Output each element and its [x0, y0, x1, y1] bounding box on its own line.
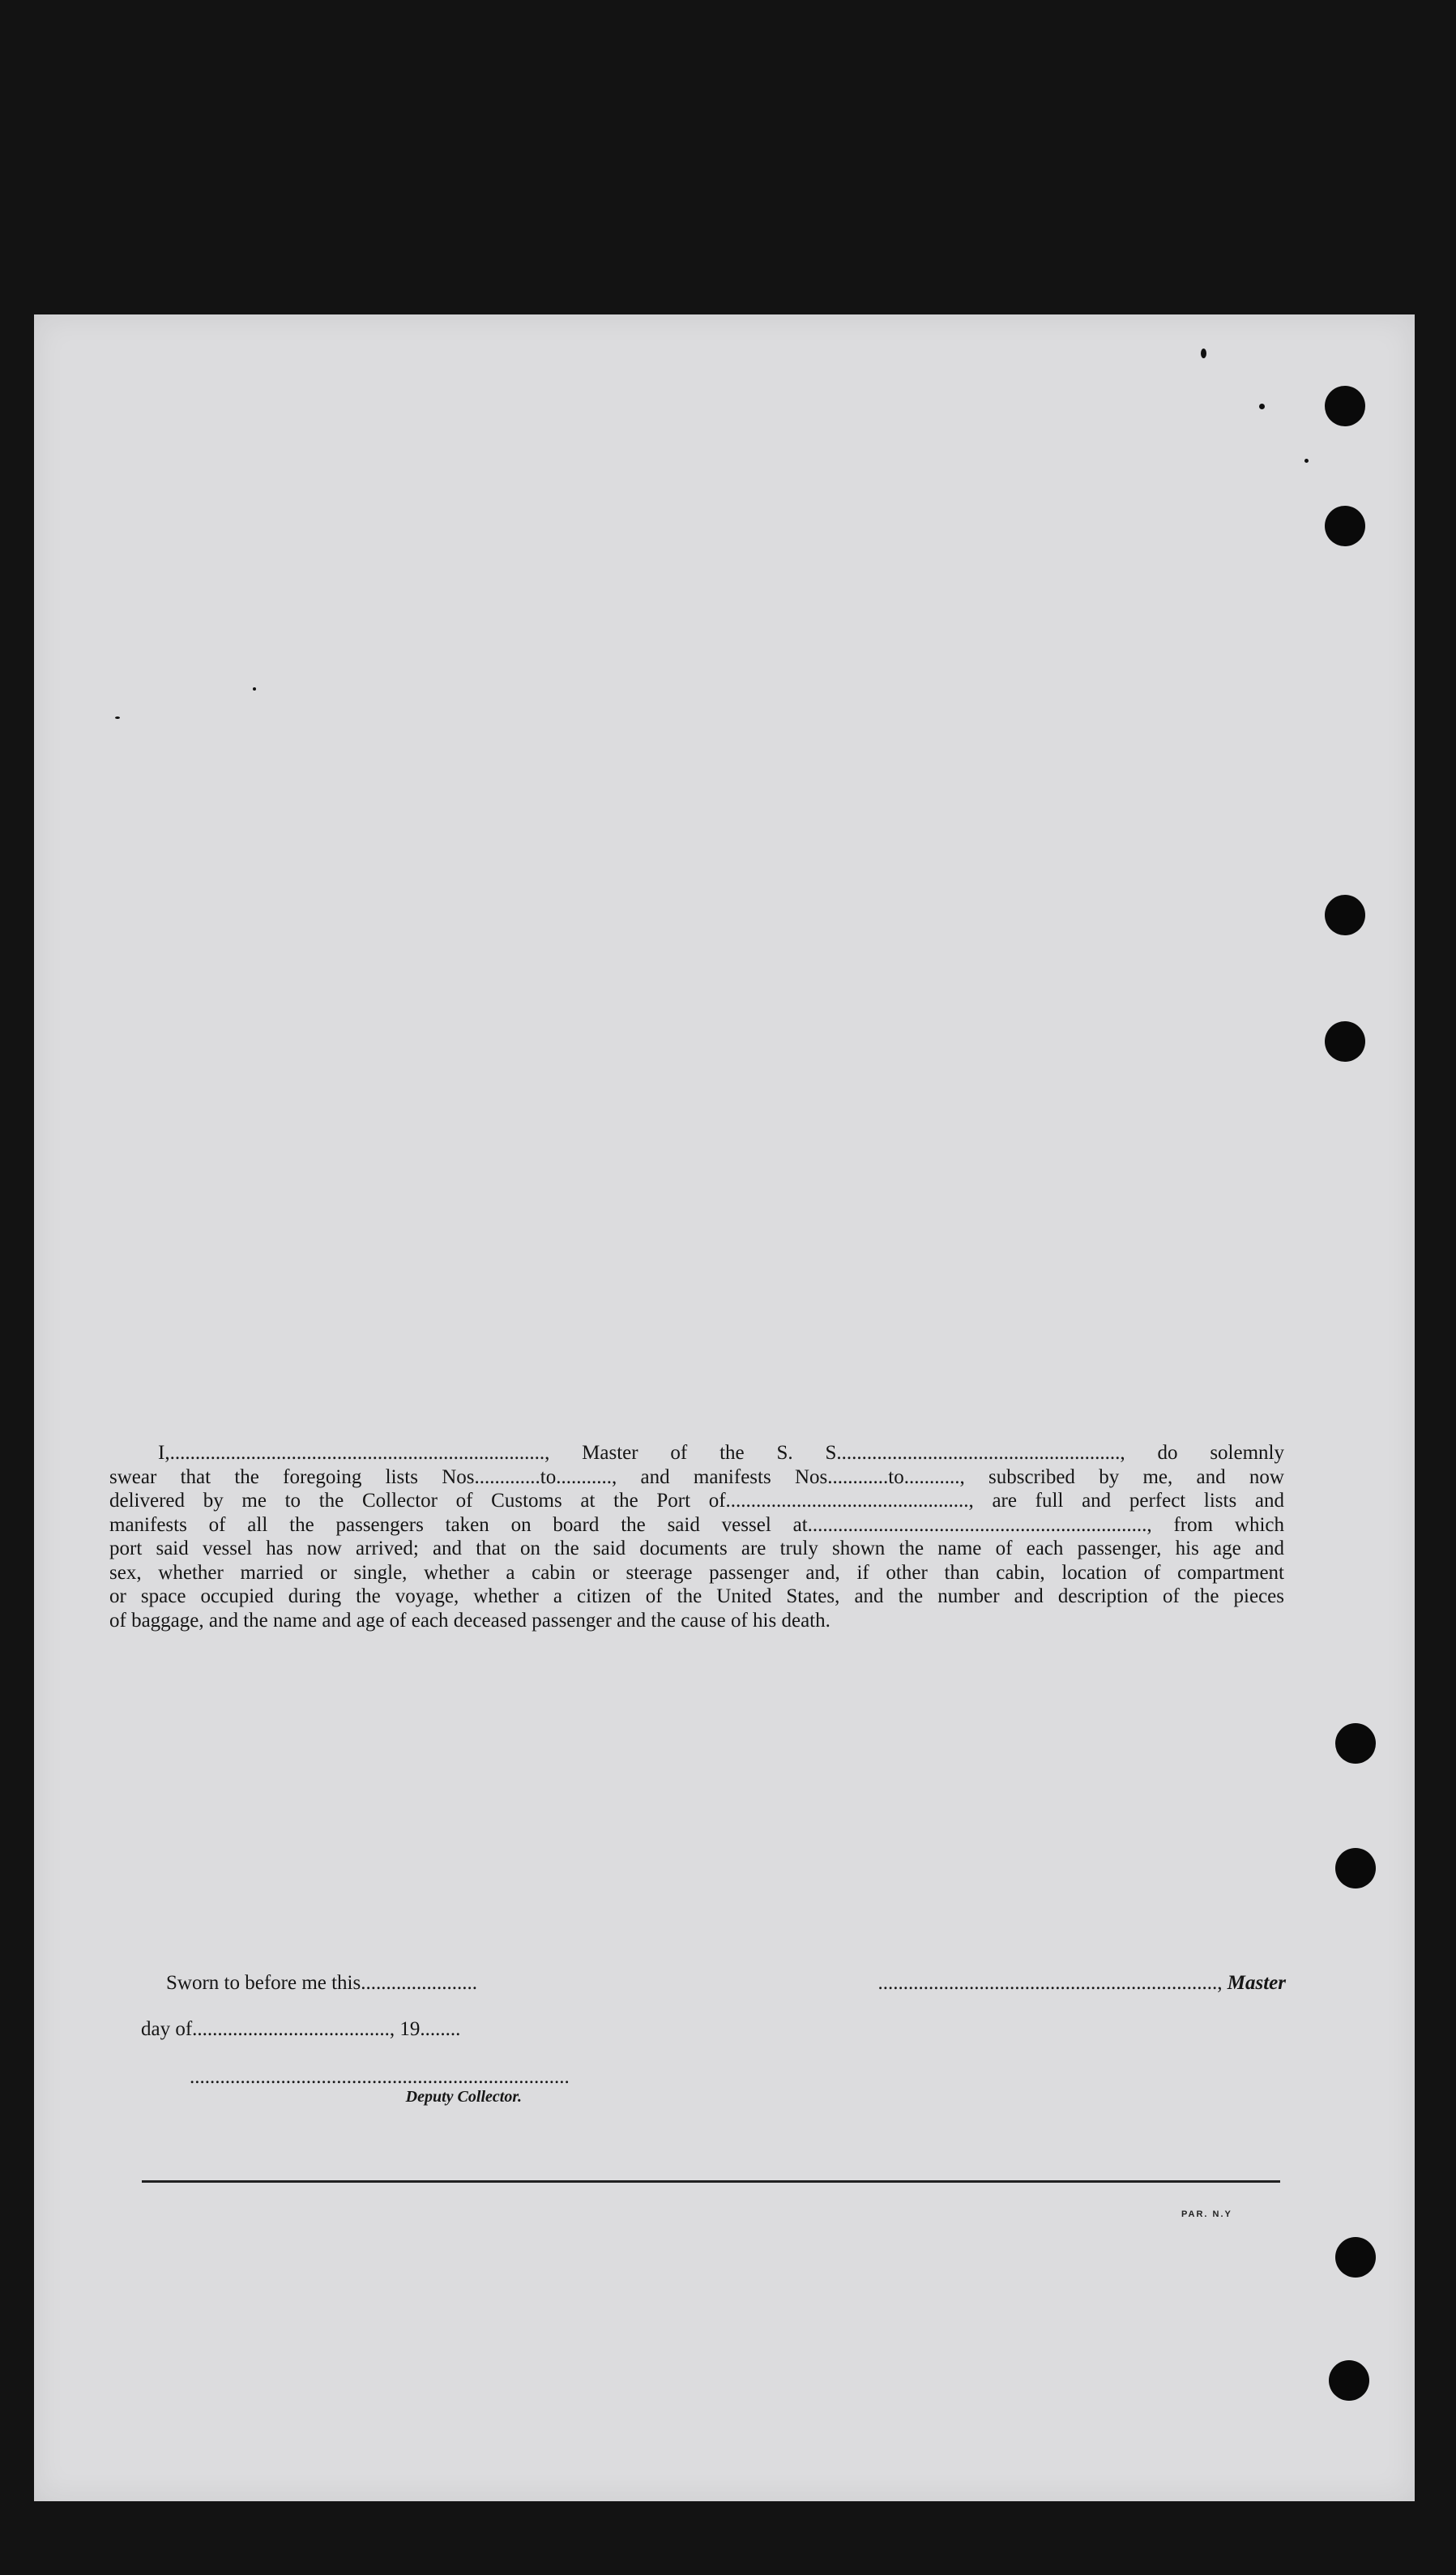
manifest-page	[34, 314, 1415, 2501]
binder-hole	[1325, 386, 1365, 426]
deputy-collector-label: Deputy Collector.	[405, 2088, 522, 2106]
deputy-signature-dots: ...........................................................................	[190, 2066, 570, 2088]
binder-hole	[1325, 506, 1365, 546]
master-signature-dots: ...................................................................,	[877, 1972, 1228, 1994]
oath-line: or space occupied during the voyage, whether a citizen of the United States, and the number and description of the pieces	[109, 1585, 1284, 1607]
binder-hole	[1329, 2360, 1369, 2401]
oath-line: I,.........................................................................., Master of the S. S........................................................, do solemnly	[158, 1442, 1284, 1464]
speck	[1304, 459, 1309, 463]
form-code: PAR. N.Y	[1181, 2209, 1232, 2219]
deputy-collector-signature	[190, 2066, 570, 2107]
speck	[1259, 404, 1265, 409]
binder-hole	[1325, 895, 1365, 935]
master-label: Master	[1227, 1972, 1286, 1994]
binder-hole	[1335, 1723, 1376, 1764]
oath-line: swear that the foregoing lists Nos.............to..........., and manifests Nos............to..........., subscribed by me, and now	[109, 1465, 1284, 1488]
binder-hole	[1325, 1021, 1365, 1062]
oath-line: manifests of all the passengers taken on board the said vessel at..................................................................., from which	[109, 1513, 1284, 1536]
speck	[1201, 349, 1206, 358]
oath-line: delivered by me to the Collector of Customs at the Port of................................................, are full and perfect lists and	[109, 1490, 1284, 1512]
speck	[115, 716, 120, 719]
master-oath-paragraph	[109, 1441, 1284, 1632]
horizontal-rule	[142, 2180, 1280, 2183]
master-signature-line	[878, 1972, 1286, 1995]
oath-line: sex, whether married or single, whether a cabin or steerage passenger and, if other than cabin, location of compartment	[109, 1561, 1284, 1584]
date-line: day of......................................., 19........	[141, 2018, 461, 2040]
binder-hole	[1335, 1848, 1376, 1888]
oath-line: of baggage, and the name and age of each deceased passenger and the cause of his death.	[109, 1609, 830, 1632]
sworn-statement: Sworn to before me this.......................	[166, 1972, 477, 1994]
speck	[253, 687, 256, 691]
binder-hole	[1335, 2237, 1376, 2278]
oath-line: port said vessel has now arrived; and that on the said documents are truly shown the name of each passenger, his age and	[109, 1538, 1284, 1559]
